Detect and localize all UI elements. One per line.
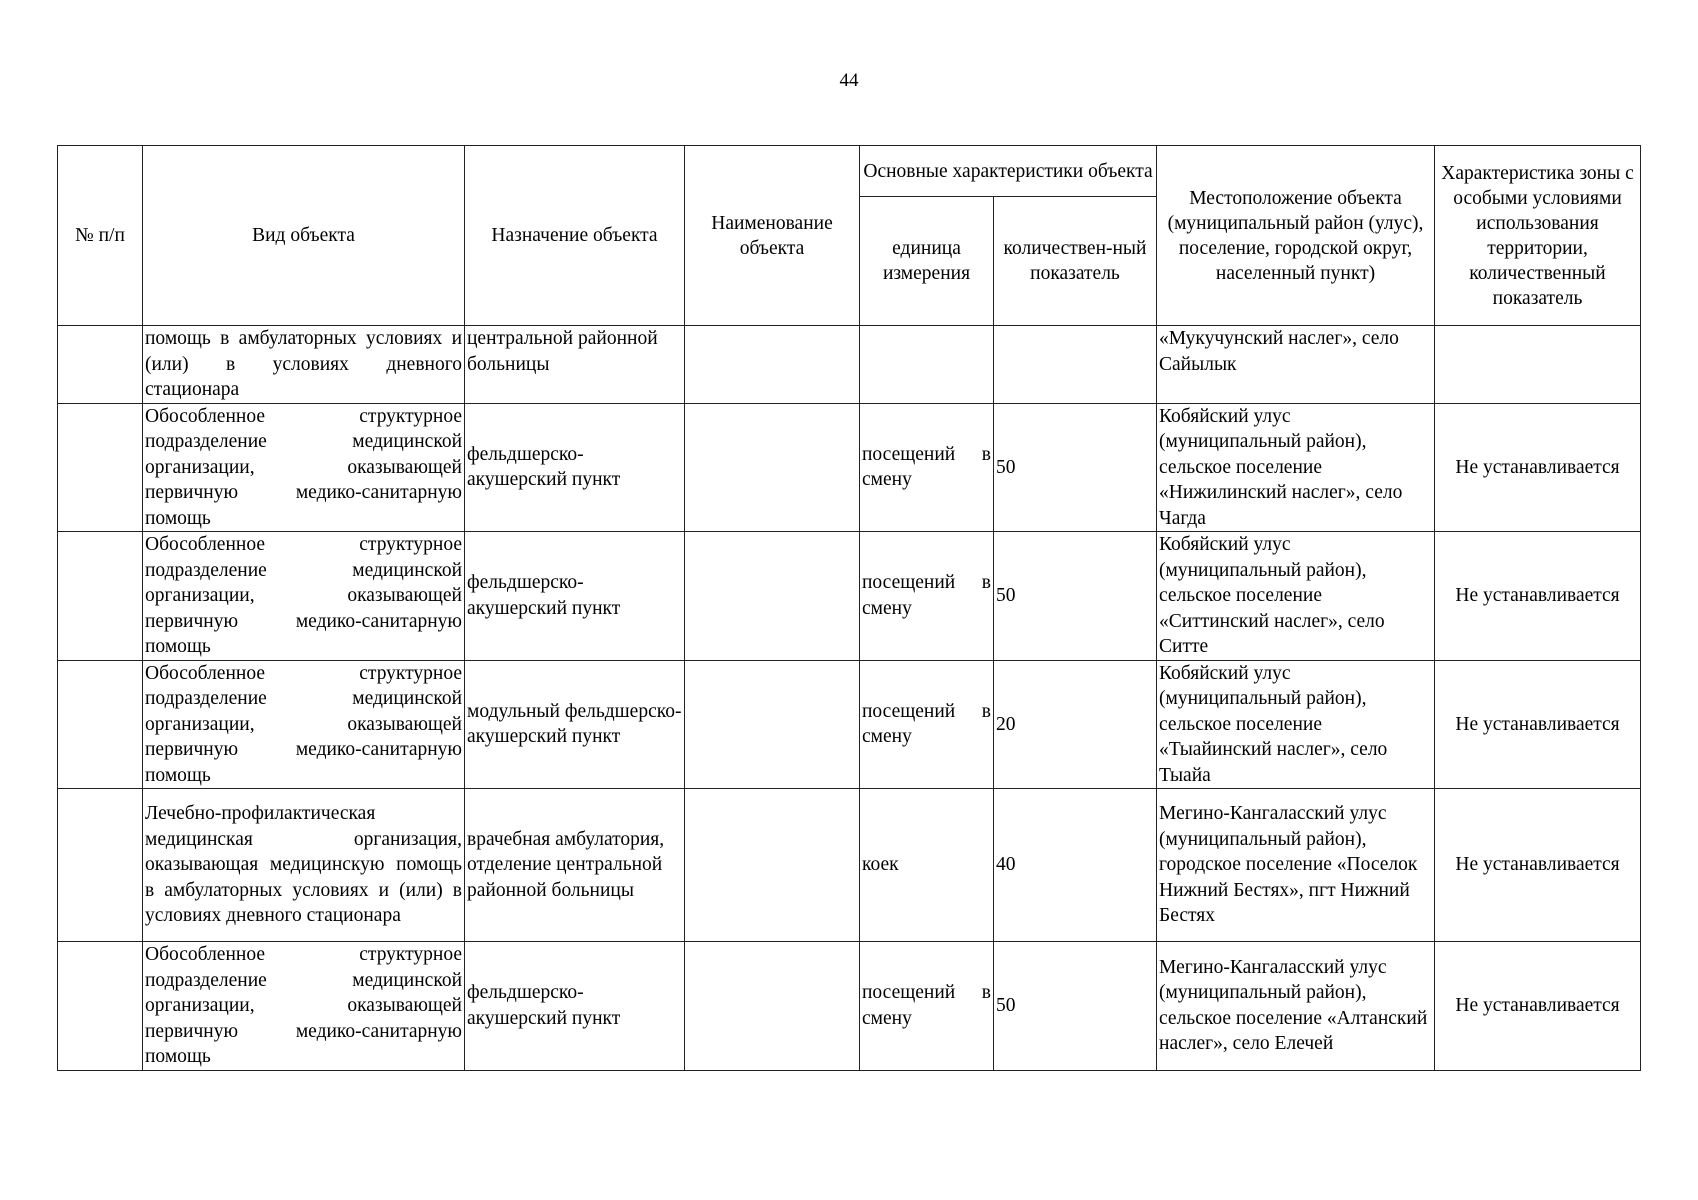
header-num: № п/п	[58, 146, 143, 326]
cell-zone: Не устанавливается	[1435, 403, 1641, 532]
cell-purpose: центральной районной больницы	[465, 326, 685, 404]
header-qty: количествен-ный показатель	[994, 197, 1157, 326]
cell-unit: посещений в смену	[860, 942, 994, 1071]
cell-qty: 40	[994, 789, 1157, 942]
cell-unit: коек	[860, 789, 994, 942]
cell-zone: Не устанавливается	[1435, 789, 1641, 942]
cell-location: Кобяйский улус (муниципальный район), сельское поселение «Нижилинский наслег», село Чагда	[1157, 403, 1435, 532]
cell-qty: 50	[994, 532, 1157, 661]
cell-kind: Обособленное структурное подразделение медицинской организации, оказывающей первичную медико-санитарную помощь	[143, 660, 465, 789]
cell-zone: Не устанавливается	[1435, 532, 1641, 661]
cell-purpose: врачебная амбулатория, отделение центральной районной больницы	[465, 789, 685, 942]
page-number: 44	[839, 70, 859, 91]
header-zone: Характеристика зоны с особыми условиями использования территории, количественный показатель	[1435, 146, 1641, 326]
header-name: Наименование объекта	[685, 146, 860, 326]
table-body	[58, 326, 1641, 1071]
cell-location: «Мукучунский наслег», село Сайылык	[1157, 326, 1435, 404]
cell-zone	[1435, 326, 1641, 404]
table-row	[58, 660, 1641, 789]
header-location: Местоположение объекта (муниципальный район (улус), поселение, городской округ, населенный пункт)	[1157, 146, 1435, 326]
cell-name	[685, 403, 860, 532]
header-kind: Вид объекта	[143, 146, 465, 326]
cell-zone: Не устанавливается	[1435, 942, 1641, 1071]
cell-purpose: модульный фельдшерско-акушерский пункт	[465, 660, 685, 789]
cell-kind: Обособленное структурное подразделение медицинской организации, оказывающей первичную медико-санитарную помощь	[143, 532, 465, 661]
cell-qty: 50	[994, 403, 1157, 532]
cell-num	[58, 789, 143, 942]
cell-zone: Не устанавливается	[1435, 660, 1641, 789]
cell-kind: Обособленное структурное подразделение медицинской организации, оказывающей первичную медико-санитарную помощь	[143, 942, 465, 1071]
table-row	[58, 789, 1641, 942]
cell-kind: Обособленное структурное подразделение медицинской организации, оказывающей первичную медико-санитарную помощь	[143, 403, 465, 532]
cell-purpose: фельдшерско-акушерский пункт	[465, 532, 685, 661]
cell-qty	[994, 326, 1157, 404]
cell-num	[58, 942, 143, 1071]
cell-num	[58, 403, 143, 532]
cell-kind: помощь в амбулаторных условиях и (или) в условиях дневного стационара	[143, 326, 465, 404]
cell-unit: посещений в смену	[860, 532, 994, 661]
header-main-characteristics: Основные характеристики объекта	[860, 146, 1157, 197]
table-row	[58, 403, 1641, 532]
cell-qty: 50	[994, 942, 1157, 1071]
objects-table	[57, 145, 1641, 1071]
cell-location: Мегино-Кангаласский улус (муниципальный район), городское поселение «Поселок Нижний Бестях», пгт Нижний Бестях	[1157, 789, 1435, 942]
cell-kind: Лечебно-профилактическая медицинская организация, оказывающая медицинскую помощь в амбулаторных условиях и (или) в условиях дневного стационара	[143, 789, 465, 942]
cell-purpose: фельдшерско-акушерский пункт	[465, 942, 685, 1071]
cell-num	[58, 326, 143, 404]
cell-name	[685, 660, 860, 789]
cell-location: Мегино-Кангаласский улус (муниципальный район), сельское поселение «Алтанский наслег», село Елечей	[1157, 942, 1435, 1071]
cell-name	[685, 532, 860, 661]
cell-location: Кобяйский улус (муниципальный район), сельское поселение «Тыайинский наслег», село Тыайа	[1157, 660, 1435, 789]
cell-qty: 20	[994, 660, 1157, 789]
cell-unit	[860, 326, 994, 404]
cell-num	[58, 532, 143, 661]
header-unit: единица измерения	[860, 197, 994, 326]
cell-purpose: фельдшерско-акушерский пункт	[465, 403, 685, 532]
table-header	[58, 146, 1641, 326]
header-purpose: Назначение объекта	[465, 146, 685, 326]
cell-location: Кобяйский улус (муниципальный район), сельское поселение «Ситтинский наслег», село Ситте	[1157, 532, 1435, 661]
cell-name	[685, 326, 860, 404]
cell-unit: посещений в смену	[860, 403, 994, 532]
table-row	[58, 326, 1641, 404]
cell-name	[685, 789, 860, 942]
table-row	[58, 942, 1641, 1071]
table-row	[58, 532, 1641, 661]
cell-num	[58, 660, 143, 789]
cell-name	[685, 942, 860, 1071]
cell-unit: посещений в смену	[860, 660, 994, 789]
